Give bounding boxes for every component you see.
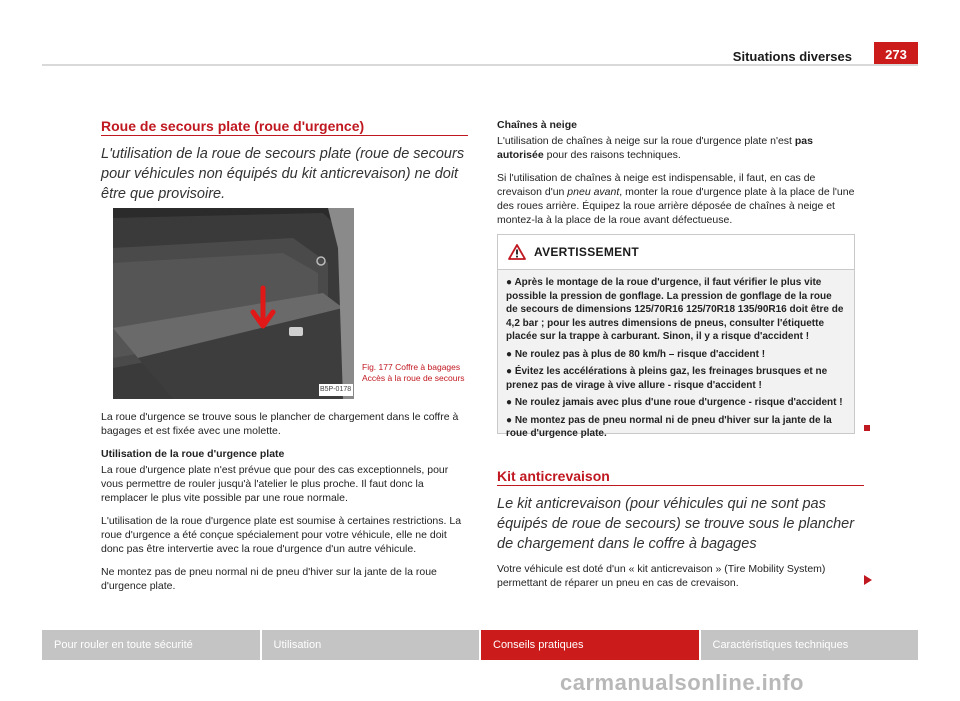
footer-nav	[42, 630, 918, 660]
warning-header	[498, 235, 854, 270]
footer-tab-safety[interactable]: Pour rouler en toute sécurité	[42, 630, 260, 660]
trunk-illustration	[113, 208, 354, 399]
warning-item: ● Ne montez pas de pneu normal ni de pneu d'hiver sur la jante de la roue d'urgence plate.	[506, 414, 832, 439]
footer-tab-practical-advice[interactable]: Conseils pratiques	[481, 630, 699, 660]
warning-triangle-icon	[508, 244, 526, 260]
header-divider	[42, 64, 918, 66]
warning-title: AVERTISSEMENT	[534, 245, 640, 259]
warning-item-text: Ne roulez jamais avec plus d'une roue d'urgence - risque d'accident !	[514, 397, 843, 408]
text-run: L'utilisation de chaînes à neige sur la roue d'urgence plate n'est	[497, 135, 795, 147]
snow-chains-block	[497, 118, 855, 236]
warning-item: ● Après le montage de la roue d'urgence, il faut vérifier le plus vite possible la pression de gonflage. La pression de gonflage de la roue de secours de dimensions 125/70R16 125/70R18 135/90R16 doit être de 4,2 bar ; pour les autres dimensions de pneus, consulter l'étiquette placée sur la trappe à carburant. Sinon, il y a risque d'accident !	[506, 277, 844, 342]
warning-item-text: Après le montage de la roue d'urgence, il faut vérifier le plus vite possible la pression de gonflage. La pression de gonflage de la roue de secours de dimensions 125/70R16 125/70R18 135/90R16 doit être de 4,2 bar ; pour les autres dimensions de pneus, consulter l'étiquette placée sur la trappe à carburant. Sinon, il y a risque d'accident !	[506, 277, 844, 342]
section-title-rule	[101, 135, 468, 136]
header-title: Situations diverses	[732, 49, 852, 64]
warning-list	[498, 270, 854, 441]
paragraph: Votre véhicule est doté d'un « kit anticrevaison » (Tire Mobility System) permettant de réparer un pneu en cas de crevaison.	[497, 563, 826, 589]
tire-kit-body	[497, 562, 853, 599]
text-run: pour des raisons techniques.	[543, 149, 681, 161]
subheading-usage: Utilisation de la roue d'urgence plate	[101, 448, 285, 460]
paragraph	[497, 134, 855, 162]
page-number: 273	[874, 42, 918, 66]
section-title-tire-kit: Kit anticrevaison	[497, 468, 610, 484]
section-title-rule	[497, 485, 864, 486]
continue-arrow-icon	[864, 575, 872, 585]
figure-code: B5P-0178	[320, 386, 352, 393]
figure-caption: Fig. 177 Coffre à bagages Accès à la roue de secours	[362, 362, 465, 383]
warning-item-text: Ne roulez pas à plus de 80 km/h – risque d'accident !	[514, 348, 766, 360]
warning-item: ● Ne roulez pas à plus de 80 km/h – risque d'accident !	[506, 348, 766, 360]
section-lead-spare-wheel: L'utilisation de la roue de secours plate (roue de secours pour véhicules non équipés du kit anticrevaison) ne doit être que provisoire.	[101, 146, 465, 202]
warning-item-text: Évitez les accélérations à pleins gaz, les freinages brusques et ne prenez pas de virage à vive allure - risque d'accident !	[506, 366, 828, 391]
watermark: carmanualsonline.info	[560, 670, 804, 695]
section-end-marker	[864, 425, 870, 431]
warning-item: ● Ne roulez jamais avec plus d'une roue d'urgence - risque d'accident !	[506, 397, 843, 408]
paragraph: Ne montez pas de pneu normal ni de pneu d'hiver sur la jante de la roue d'urgence plate.	[101, 566, 437, 592]
trunk-photo	[113, 208, 354, 399]
section-title-spare-wheel: Roue de secours plate (roue d'urgence)	[101, 118, 365, 134]
snow-chains-heading: Chaînes à neige	[497, 119, 577, 131]
spare-wheel-body	[101, 410, 471, 602]
text-run: Si l'utilisation de chaînes à neige est indispensable, il faut, en cas de crevaison d'un	[497, 172, 816, 198]
paragraph	[497, 171, 855, 227]
warning-box	[497, 234, 855, 439]
text-run: , monter la roue d'urgence plate à la place de l'une des roues arrière. Équipez la roue arrière déposée de chaînes à neige et montez-la à la place de la roue avant défectueuse.	[497, 186, 855, 226]
paragraph: L'utilisation de la roue d'urgence plate est soumise à certaines restrictions. La roue d'urgence a été conçue spécialement pour votre véhicule, elle ne doit donc pas être intervertie avec la roue d'urgence d'un autre véhicule.	[101, 515, 462, 555]
footer-tab-usage[interactable]: Utilisation	[262, 630, 480, 660]
section-lead-tire-kit: Le kit anticrevaison (pour véhicules qui ne sont pas équipés de roue de secours) se trouve sous le plancher de chargement dans le coffre à bagages	[497, 496, 855, 552]
warning-item: ● Évitez les accélérations à pleins gaz, les freinages brusques et ne prenez pas de virage à vive allure - risque d'accident !	[506, 366, 828, 391]
footer-tab-technical-specs[interactable]: Caractéristiques techniques	[701, 630, 919, 660]
text-run-italic: pneu avant	[567, 186, 620, 198]
text-run-bold: pas autorisée	[497, 135, 813, 161]
warning-item-text: Ne montez pas de pneu normal ni de pneu d'hiver sur la jante de la roue d'urgence plate.	[506, 414, 832, 439]
paragraph: La roue d'urgence plate n'est prévue que pour des cas exceptionnels, pour vous permettre de rouler jusqu'à l'atelier le plus proche. Il faut donc la remplacer le plus vite possible par une roue normale.	[101, 464, 449, 504]
paragraph: La roue d'urgence se trouve sous le plancher de chargement dans le coffre à bagages et est fixée avec une molette.	[101, 411, 459, 437]
